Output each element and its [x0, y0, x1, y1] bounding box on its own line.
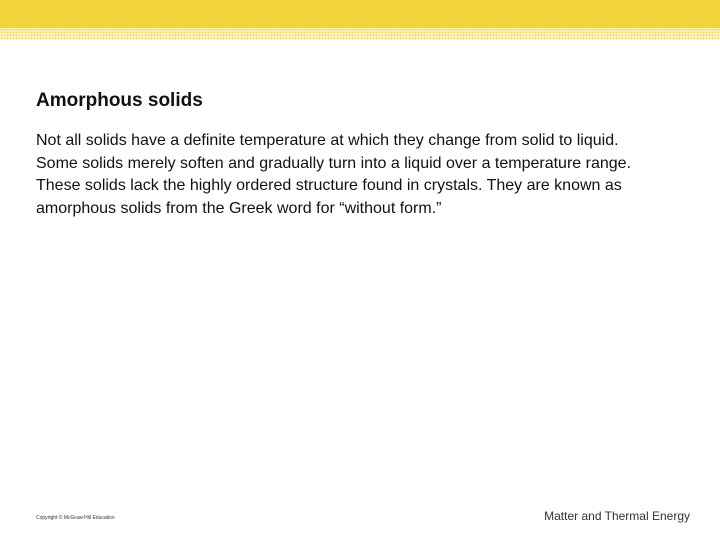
slide-title: Amorphous solids — [36, 90, 203, 111]
header-color-band — [0, 0, 720, 28]
footer-chapter-title: Matter and Thermal Energy — [544, 509, 690, 523]
header-dither-band — [0, 28, 720, 40]
slide-body-text: Not all solids have a definite temperature at which they change from solid to liquid. Some solids merely soften and gradually turn into a liquid over a temperature range. These solids lack the highly ordered structure found in crystals. They are known as amorphous solids from the Greek word for “without form.” — [36, 132, 631, 217]
copyright-notice: Copyright © McGraw-Hill Education — [36, 515, 115, 521]
